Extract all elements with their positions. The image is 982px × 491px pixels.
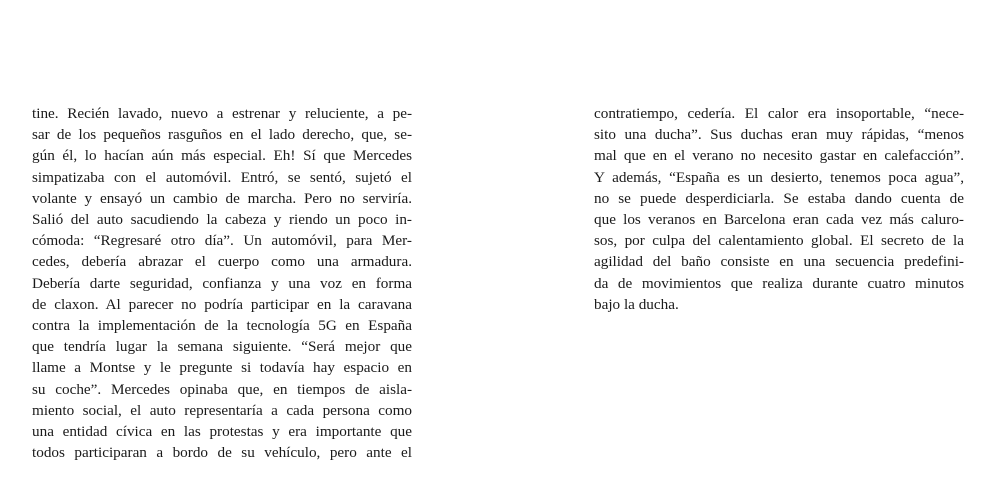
text-line: de claxon. Al parecer no podría participar en la caravana <box>32 295 412 313</box>
text-line: mal que en el verano no necesito gastar en calefacción”. <box>594 147 964 165</box>
text-line: Salió del auto sacudiendo la cabeza y riendo un poco in- <box>32 211 412 229</box>
text-line: agilidad del baño consiste en una secuencia predefini- <box>594 253 964 271</box>
text-line: sos, por culpa del calentamiento global. El secreto de la <box>594 232 964 250</box>
text-line-last: bajo la ducha. <box>594 295 679 313</box>
text-line: Debería darte seguridad, confianza y una voz en forma <box>32 274 412 292</box>
text-line: volante y ensayó un cambio de marcha. Pero no serviría. <box>32 189 412 207</box>
text-line: cómoda: “Regresaré otro día”. Un automóvil, para Mer- <box>32 232 412 250</box>
text-line: que tendría lugar la semana siguiente. “Será mejor que <box>32 338 412 356</box>
text-line: tine. Recién lavado, nuevo a estrenar y reluciente, a pe- <box>32 105 412 122</box>
text-line: sito una ducha”. Sus duchas eran muy rápidas, “menos <box>594 126 964 144</box>
text-line: gún él, lo hacían aún más especial. Eh! Sí que Mercedes <box>32 147 412 165</box>
text-line: da de movimientos que realiza durante cuatro minutos <box>594 274 964 292</box>
text-line: su coche”. Mercedes opinaba que, en tiempos de aisla- <box>32 380 412 398</box>
text-line: llame a Montse y le pregunte si todavía hay espacio en <box>32 359 412 377</box>
text-line: Y además, “España es un desierto, tenemos poca agua”, <box>594 168 964 186</box>
right-page <box>491 0 982 491</box>
text-line: una entidad cívica en las protestas y era importante que <box>32 423 412 441</box>
text-line: contratiempo, cedería. El calor era insoportable, “nece- <box>594 105 964 122</box>
text-line: todos participaran a bordo de su vehículo, pero ante el <box>32 444 412 462</box>
text-line: que los veranos en Barcelona eran cada vez más caluro- <box>594 211 964 229</box>
text-line: contra la implementación de la tecnología 5G en España <box>32 317 412 335</box>
left-text-column <box>32 103 412 463</box>
text-line: sar de los pequeños rasguños en el lado derecho, que, se- <box>32 126 412 144</box>
text-line: no se puede desperdiciarla. Se estaba dando cuenta de <box>594 189 964 207</box>
text-line: miento social, el auto representaría a cada persona como <box>32 401 412 419</box>
text-line: cedes, debería abrazar el cuerpo como una armadura. <box>32 253 412 271</box>
text-line: simpatizaba con el automóvil. Entró, se sentó, sujetó el <box>32 168 412 186</box>
right-text-column <box>594 103 964 315</box>
